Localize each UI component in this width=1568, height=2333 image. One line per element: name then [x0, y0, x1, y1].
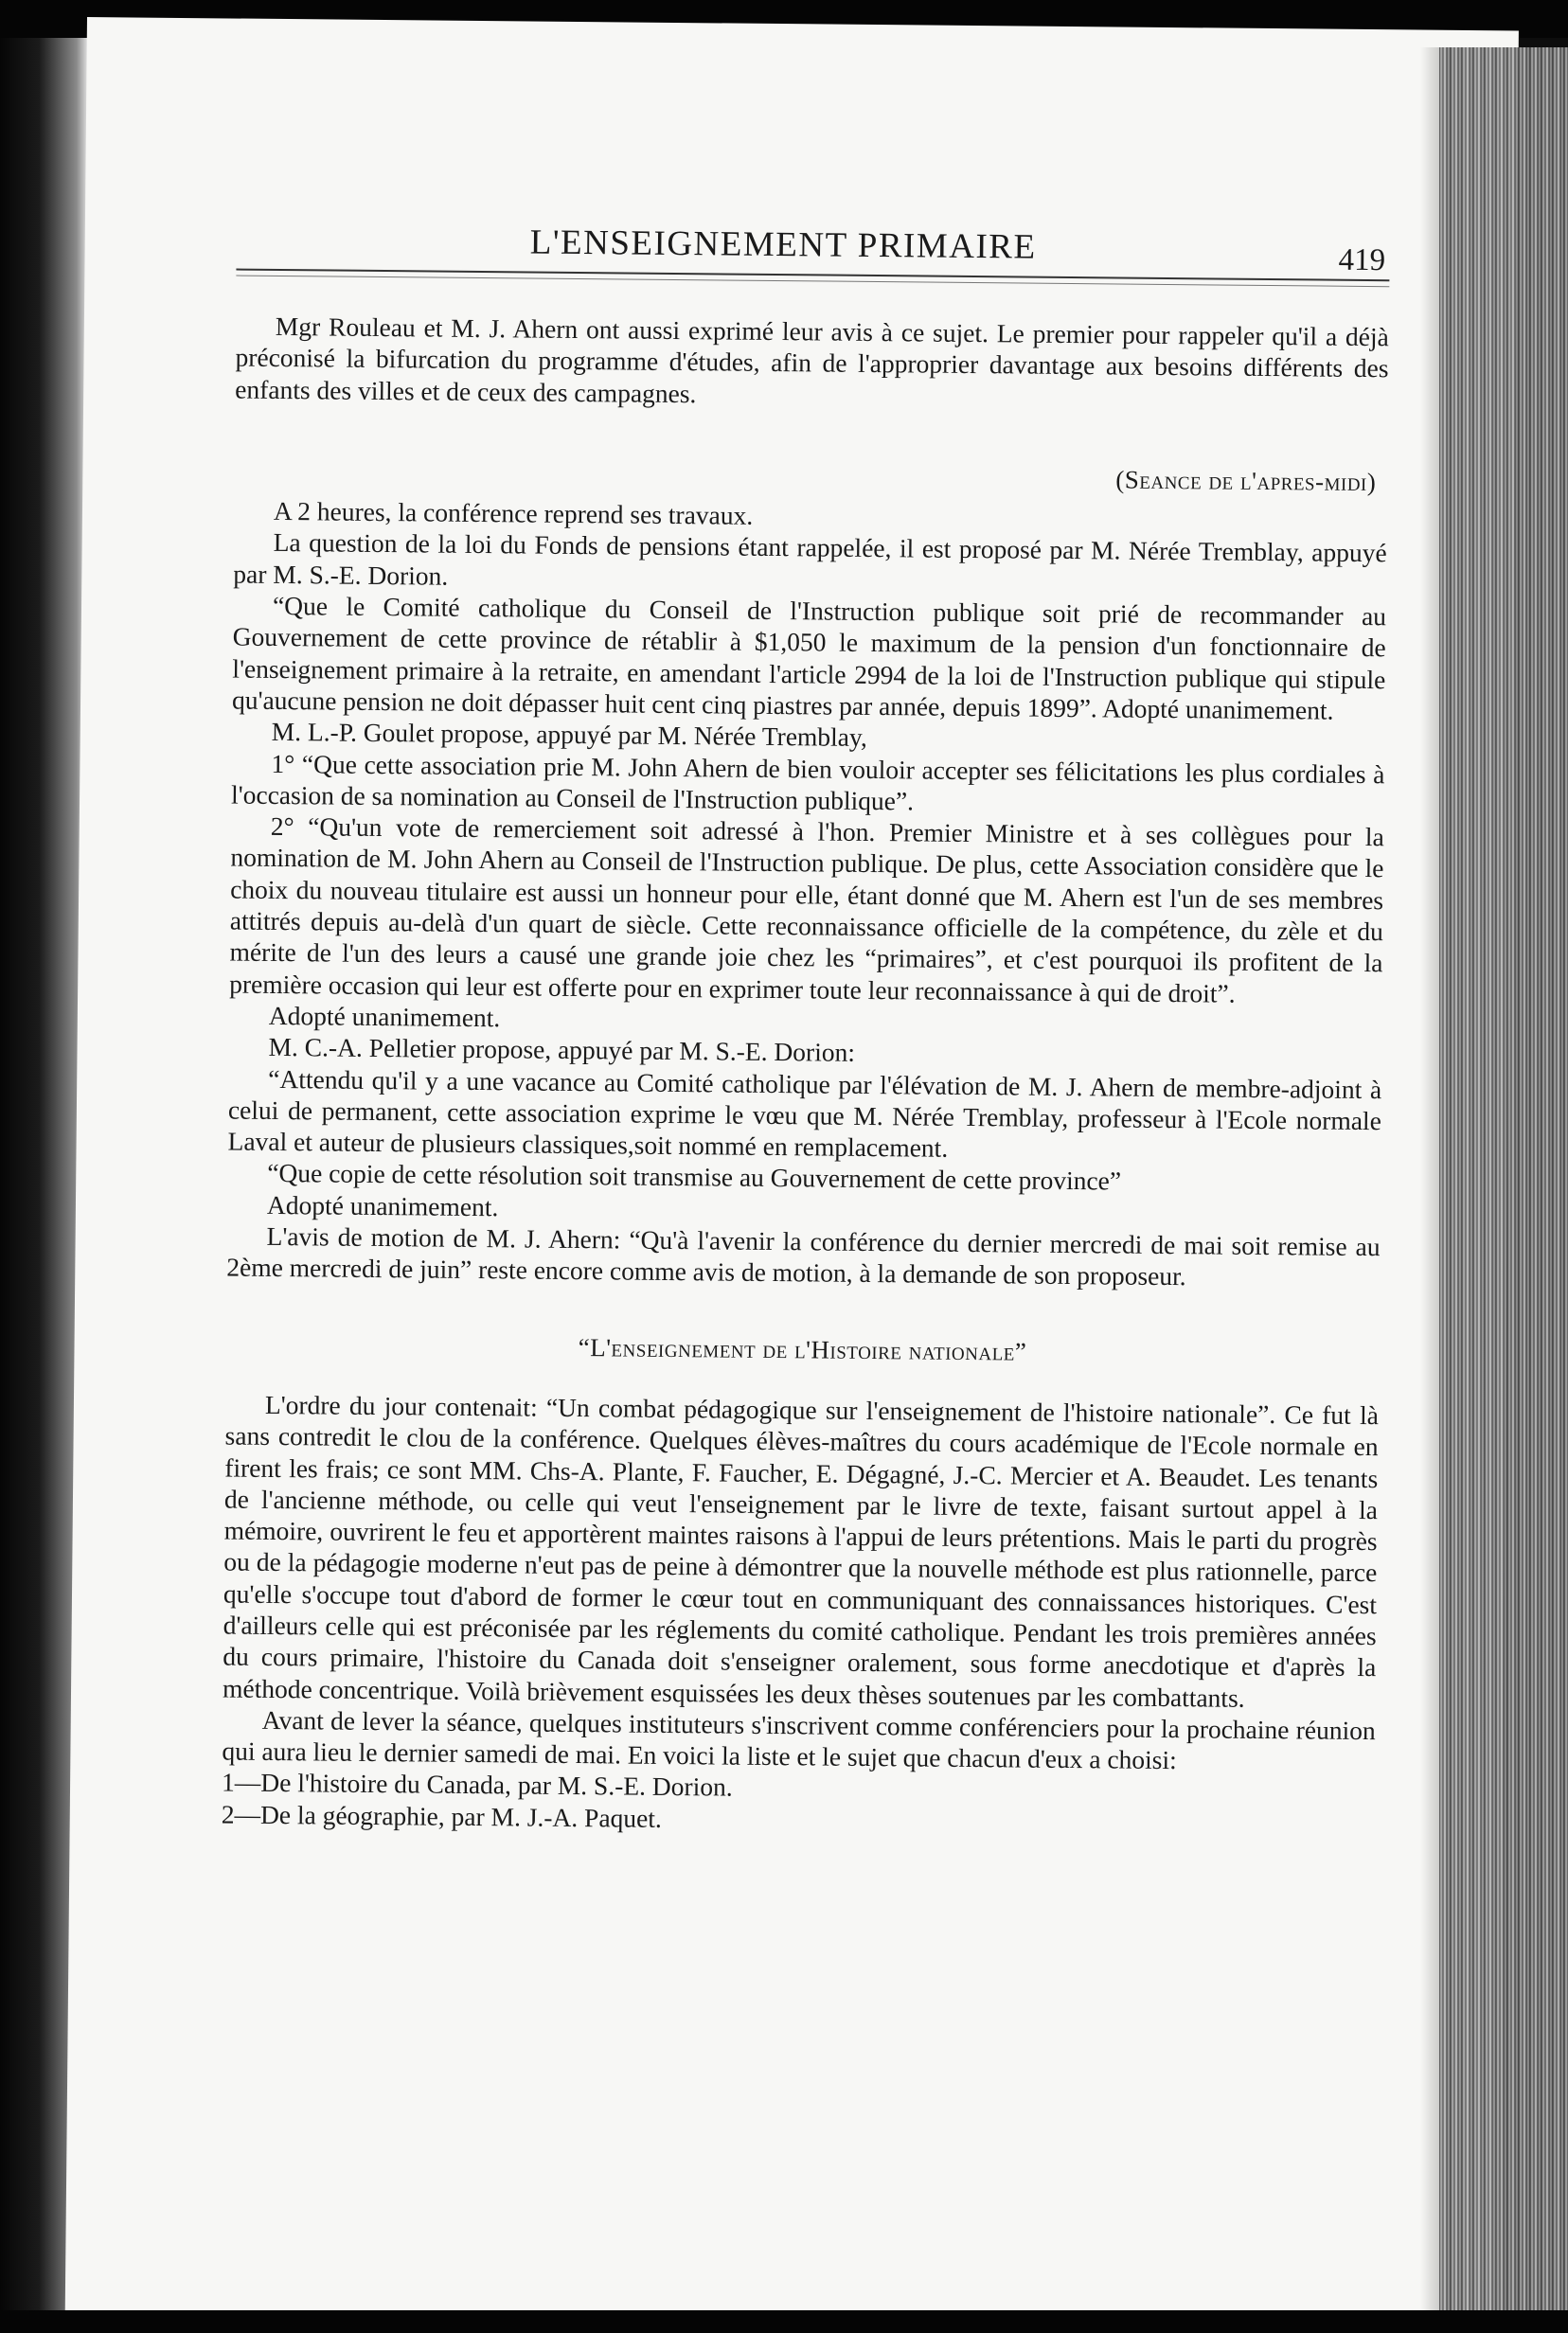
- list-item: 2—De la géographie, par M. J.-A. Paquet.: [221, 1799, 663, 1833]
- page-sheet: [65, 17, 1519, 2329]
- page-number: 419: [1338, 242, 1386, 278]
- paragraph: Avant de lever la séance, quelques instituteurs s'inscrivent comme conférenciers pour la prochaine réunion qui aura lieu le dernier samedi de mai. En voici la liste et le sujet que chacun d'eux a choisi:: [222, 1704, 1376, 1775]
- page-body: [222, 311, 1389, 1842]
- page-content: [222, 208, 1390, 1842]
- paragraph: M. C.-A. Pelletier propose, appuyé par M. S.-E. Dorion:: [268, 1032, 856, 1068]
- page-stack-edge: [1439, 47, 1568, 2333]
- running-header: [236, 208, 1390, 278]
- paragraph: Adopté unanimement.: [268, 1000, 501, 1033]
- running-title: L'ENSEIGNEMENT PRIMAIRE: [529, 223, 1037, 267]
- paragraph: “Que le Comité catholique du Conseil de l'Instruction publique soit prié de recommander au Gouvernement de cette province de rétablir à $1,050 le maximum de la pension d'un fonctionnaire de l'enseignement primaire à la retraite, en amendant l'article 2994 de la loi de l'Instruction publique qui stipule qu'aucune pension ne doit dépasser huit cent cinq piastres par année, depuis 1899”. Adopté unanimement.: [231, 590, 1387, 725]
- section-heading-afternoon: (Seance de l'apres-midi): [1115, 465, 1377, 496]
- paragraph: Mgr Rouleau et M. J. Ahern ont aussi exprimé leur avis à ce sujet. Le premier pour rappeler qu'il a déjà préconisé la bifurcation du programme d'études, afin de l'approprier davantage aux besoins différents des enfants des villes et de ceux des campagnes.: [235, 311, 1389, 408]
- paragraph: La question de la loi du Fonds de pensions étant rappelée, il est proposé par M. Nérée Tremblay, appuyé par M. S.-E. Dorion.: [233, 527, 1387, 591]
- scan-bottom-margin: [0, 2310, 1568, 2333]
- paragraph: L'ordre du jour contenait: “Un combat pédagogique sur l'enseignement de l'histoire nationale”. Ce fut là sans contredit le clou de la conférence. Quelques élèves-maîtres du cours académique de l'Ecole normale en firent les frais; ce sont MM. Chs-A. Plante, F. Faucher, E. Dégagné, J.-C. Mercier et A. Beaudet. Les tenants de l'ancienne méthode, ou celle qui veut l'enseignement par le livre de texte, faisant surtout appel à la mémoire, ouvrirent le feu et apportèrent maintes raisons à l'appui de leurs prétentions. Mais le parti du progrès ou de la pédagogie moderne n'eut pas de peine à démontrer que la nouvelle méthode est plus rationnelle, parce qu'elle s'occupe tout d'abord de former le cœur tout en communiquant des connaissances historiques. C'est d'ailleurs celle qui est préconisée par les réglements du comité catholique. Pendant les trois premières années du cours primaire, l'histoire du Canada doit s'enseigner oralement, sous forme anecdotique et d'après la méthode concentrique. Voilà brièvement esquissées les deux thèses soutenues par les combattants.: [222, 1389, 1380, 1713]
- paragraph: 1° “Que cette association prie M. John Ahern de bien vouloir accepter ses félicitations les plus cordiales à l'occasion de sa nomination au Conseil de l'Instruction publique”.: [230, 748, 1385, 816]
- paragraph: L'avis de motion de M. J. Ahern: “Qu'à l'avenir la conférence du dernier mercredi de mai soit remise au 2ème mercredi de juin” reste encore comme avis de motion, à la demande de son proposeur.: [226, 1220, 1381, 1291]
- paragraph: Adopté unanimement.: [266, 1189, 499, 1221]
- paragraph: 2° “Qu'un vote de remerciement soit adressé à l'hon. Premier Ministre et à ses collègues pour la nomination de M. John Ahern au Conseil de l'Instruction publique. De plus, cette Association considère que le choix du nouveau titulaire est aussi un honneur pour elle, étant donné que M. Ahern est l'un de ses membres attitrés depuis au-delà d'un quart de siècle. Cette reconnaissance officielle de la compétence, du zèle et du mérite de l'un des leurs a causé une grande joie chez les “primaires”, et c'est pourquoi ils profitent de la première occasion qui leur est offerte pour en exprimer toute leur reconnaissance à qui de droit”.: [229, 811, 1384, 1008]
- paragraph: M. L.-P. Goulet propose, appuyé par M. Nérée Tremblay,: [271, 717, 867, 753]
- header-rule-thin: [236, 276, 1389, 288]
- paragraph: “Attendu qu'il y a une vacance au Comité catholique par l'élévation de M. J. Ahern de membre-adjoint à celui de permanent, cette association exprime le vœu que M. Nérée Tremblay, professeur à l'Ecole normale Laval et auteur de plusieurs classiques,soit nommé en remplacement.: [227, 1063, 1382, 1163]
- paragraph: “Que copie de cette résolution soit transmise au Gouvernement de cette province”: [267, 1158, 1122, 1196]
- list-item: 1—De l'histoire du Canada, par M. S.-E. Dorion.: [221, 1767, 733, 1803]
- paragraph: A 2 heures, la conférence reprend ses travaux.: [273, 496, 754, 530]
- section-heading-histoire: “L'enseignement de l'Histoire nationale”: [578, 1332, 1027, 1366]
